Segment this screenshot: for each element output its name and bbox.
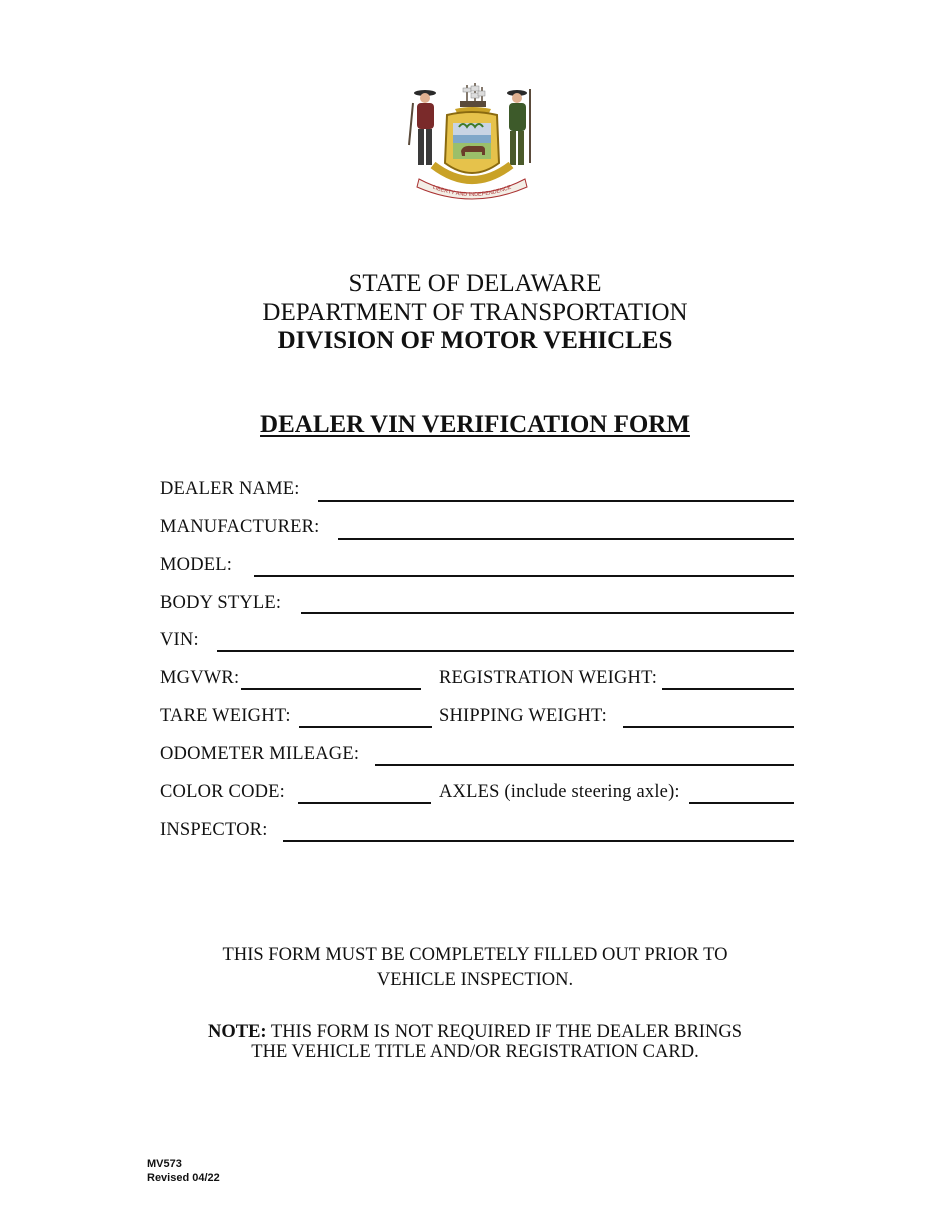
registration-weight-field[interactable] — [662, 688, 794, 690]
tare-weight-label: TARE WEIGHT: — [160, 706, 291, 726]
notice-line-1: THIS FORM MUST BE COMPLETELY FILLED OUT PRIOR TO — [222, 945, 728, 965]
odometer-mileage-label: ODOMETER MILEAGE: — [160, 744, 360, 764]
shipping-weight-label: SHIPPING WEIGHT: — [439, 706, 607, 726]
seal-motto: LIBERTY AND INDEPENDENCE — [431, 184, 513, 199]
mgvwr-label: MGVWR: — [160, 668, 240, 688]
dealer-name-field[interactable] — [318, 500, 794, 502]
body-style-field[interactable] — [301, 612, 794, 614]
registration-weight-label: REGISTRATION WEIGHT: — [439, 668, 658, 688]
note-text-1: THIS FORM IS NOT REQUIRED IF THE DEALER BRINGS — [270, 1022, 742, 1042]
manufacturer-label: MANUFACTURER: — [160, 517, 320, 537]
tare-weight-field[interactable] — [299, 726, 432, 728]
odometer-mileage-field[interactable] — [375, 764, 794, 766]
notice-line-2: VEHICLE INSPECTION. — [376, 970, 574, 990]
color-code-field[interactable] — [298, 802, 431, 804]
header-division: DIVISION OF MOTOR VEHICLES — [277, 327, 673, 354]
shipping-weight-field[interactable] — [623, 726, 794, 728]
militiaman-figure-icon — [507, 89, 530, 165]
model-label: MODEL: — [160, 555, 233, 575]
form-title: DEALER VIN VERIFICATION FORM — [260, 411, 690, 438]
inspector-label: INSPECTOR: — [160, 820, 268, 840]
revision-date: Revised 04/22 — [147, 1172, 220, 1184]
note-line-2: THE VEHICLE TITLE AND/OR REGISTRATION CARD. — [251, 1042, 699, 1062]
axles-field[interactable] — [689, 802, 794, 804]
vin-label: VIN: — [160, 630, 199, 650]
vin-field[interactable] — [217, 650, 794, 652]
axles-label: AXLES (include steering axle): — [439, 782, 680, 802]
color-code-label: COLOR CODE: — [160, 782, 286, 802]
model-field[interactable] — [254, 575, 794, 577]
inspector-field[interactable] — [283, 840, 794, 842]
farmer-figure-icon — [409, 90, 436, 165]
header-department: DEPARTMENT OF TRANSPORTATION — [262, 299, 688, 326]
delaware-state-seal — [405, 83, 539, 205]
header-state: STATE OF DELAWARE — [348, 270, 602, 297]
ship-icon — [455, 83, 491, 113]
mgvwr-field[interactable] — [241, 688, 421, 690]
dealer-name-label: DEALER NAME: — [160, 479, 300, 499]
note-label: NOTE: — [208, 1022, 267, 1042]
manufacturer-field[interactable] — [338, 538, 794, 540]
body-style-label: BODY STYLE: — [160, 593, 282, 613]
form-number: MV573 — [147, 1158, 182, 1170]
